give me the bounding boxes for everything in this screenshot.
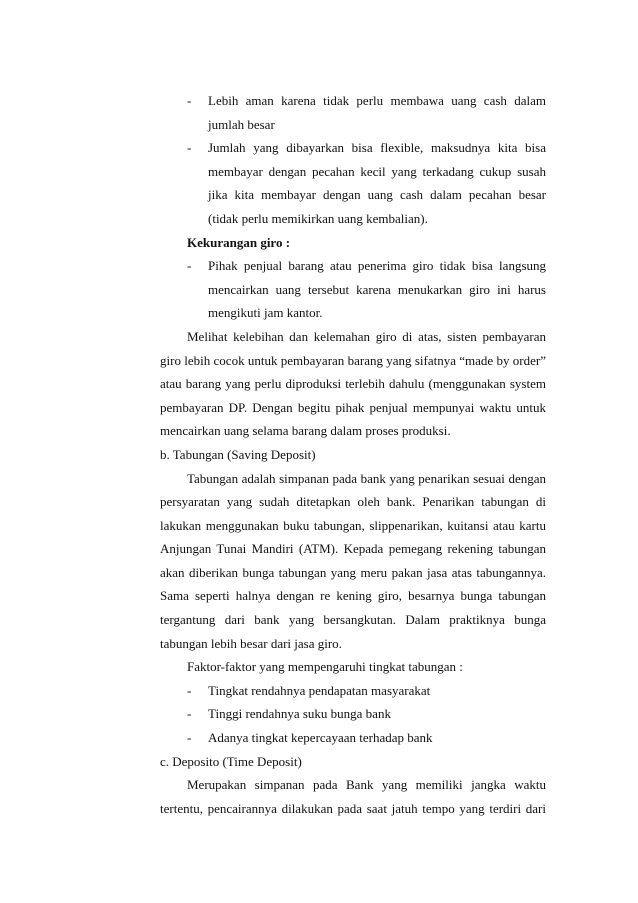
list-dash: -: [187, 682, 192, 698]
faktor-heading: Faktor-faktor yang mempengaruhi tingkat tabungan :: [187, 659, 463, 675]
paragraph-deposito: Merupakan simpanan pada Bank yang memiliki jangka waktu tertentu, pencairannya dilakukan pada saat jatuh tempo yang terdiri dari: [160, 777, 546, 816]
list-item: [160, 702, 546, 726]
list-item: [160, 254, 546, 325]
list-dash: -: [187, 258, 192, 274]
section-heading-b: b. Tabungan (Saving Deposit): [160, 446, 316, 462]
list-dash: -: [187, 140, 192, 156]
list-item: [160, 726, 546, 750]
list-dash: -: [187, 93, 192, 108]
list-dash: -: [187, 730, 192, 746]
list-dash: -: [187, 706, 192, 722]
list-item-text: Lebih aman karena tidak perlu membawa uang cash dalam jumlah besar: [208, 93, 546, 132]
list-item-text: Tinggi rendahnya suku bunga bank: [208, 706, 391, 722]
list-item-text: Pihak penjual barang atau penerima giro tidak bisa langsung mencairkan uang tersebut karena menukarkan giro ini harus mengikuti jam kantor.: [208, 258, 546, 321]
list-item-text: Adanya tingkat kepercayaan terhadap bank: [208, 730, 433, 746]
list-item-text: Jumlah yang dibayarkan bisa flexible, maksudnya kita bisa membayar dengan pecahan kecil yang terkadang cukup susah jika kita membayar dengan uang cash dalam pecahan besar (tidak perlu memikirkan uang kembalian).: [208, 140, 546, 226]
kekurangan-heading: Kekurangan giro :: [187, 234, 291, 250]
list-item: [160, 136, 546, 230]
paragraph-melihat: Melihat kelebihan dan kelemahan giro di atas, sisten pembayaran giro lebih cocok untuk pembayaran barang yang sifatnya “made by order” atau barang yang perlu diproduksi terlebih dahulu (menggunakan system pembayaran DP. Dengan begitu pihak penjual mempunyai waktu untuk mencairkan uang selama barang dalam proses produksi.: [160, 328, 546, 439]
list-item: [160, 89, 546, 136]
page-text: [160, 89, 546, 820]
list-item-text: Tingkat rendahnya pendapatan masyarakat: [208, 682, 431, 698]
paragraph-tabungan: Tabungan adalah simpanan pada bank yang penarikan sesuai dengan persyaratan yang sudah ditetapkan oleh bank. Penarikan tabungan di lakukan menggunakan buku tabungan, slippenarikan, kuitansi atau kartu Anjungan Tunai Mandiri (ATM). Kepada pemegang rekening tabungan akan diberikan bunga tabungan yang meru pakan jasa atas tabungannya. Sama seperti halnya dengan re kening giro, besarnya bunga tabungan tergantung dari bank yang bersangkutan. Dalam praktiknya bunga tabungan lebih besar dari jasa giro.: [160, 470, 546, 651]
section-heading-c: c. Deposito (Time Deposit): [160, 753, 302, 769]
list-item: [160, 679, 546, 703]
